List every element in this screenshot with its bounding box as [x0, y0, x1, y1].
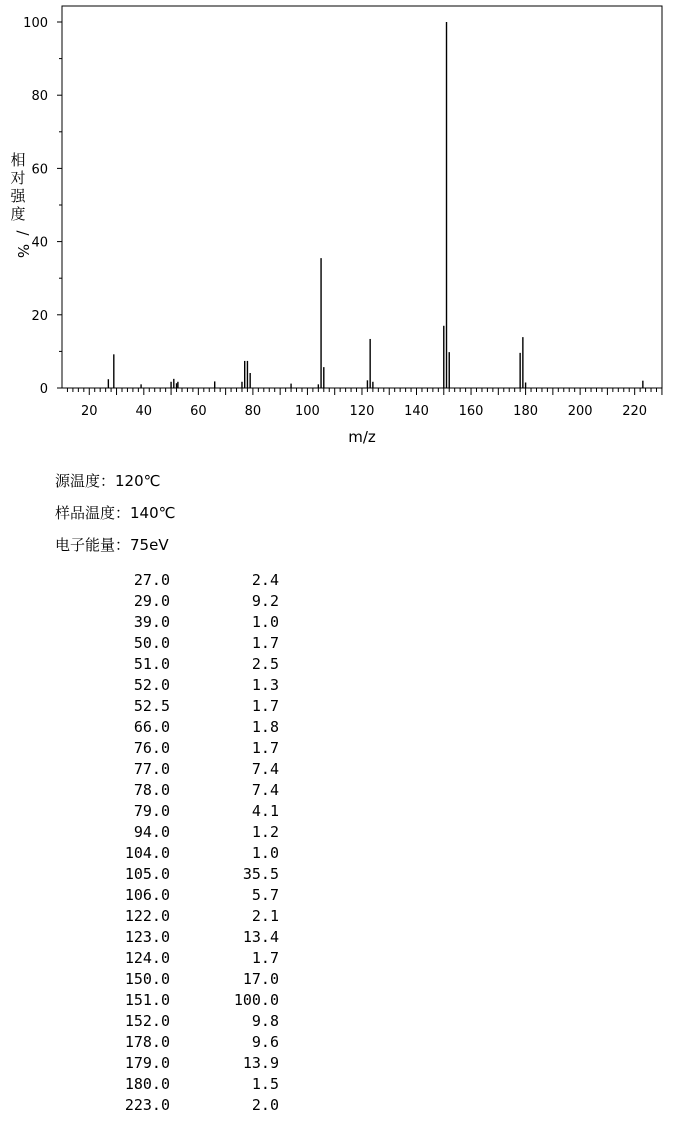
- y-tick-label: 100: [23, 16, 48, 31]
- mz-value: 178.0: [124, 1033, 170, 1051]
- relative-intensity-value: 1.7: [251, 697, 279, 715]
- mz-value: 39.0: [133, 613, 170, 631]
- plot-border: [62, 6, 662, 388]
- mz-value: 27.0: [133, 571, 170, 589]
- mz-value: 122.0: [124, 907, 170, 925]
- y-tick-label: 80: [31, 89, 48, 105]
- relative-intensity-value: 1.3: [251, 676, 279, 694]
- sample-temperature: [55, 503, 176, 523]
- mz-value: 79.0: [133, 802, 170, 820]
- sample-temperature-label: 样品温度：: [55, 504, 131, 522]
- relative-intensity-value: 17.0: [242, 970, 279, 988]
- y-tick-label: 0: [39, 382, 48, 397]
- relative-intensity-value: 2.0: [251, 1096, 279, 1114]
- mz-value: 66.0: [133, 718, 170, 736]
- spectrum-peaks: [108, 22, 642, 388]
- mz-value: 51.0: [133, 655, 170, 673]
- y-axis-title-char: 度: [10, 205, 26, 223]
- y-axis-title-char: 相: [10, 151, 26, 169]
- relative-intensity-value: 1.7: [251, 634, 279, 652]
- source-temperature: [55, 471, 161, 491]
- relative-intensity-value: 1.0: [251, 613, 279, 631]
- y-axis-title: [10, 151, 32, 258]
- source-temperature-label: 源温度：: [55, 472, 116, 490]
- x-tick-label: 80: [244, 404, 262, 419]
- mz-value: 52.5: [133, 697, 170, 715]
- mz-value: 78.0: [133, 781, 170, 799]
- relative-intensity-value: 2.1: [251, 907, 279, 925]
- relative-intensity-value: 2.4: [251, 571, 279, 589]
- plot-frame: [62, 6, 662, 388]
- relative-intensity-value: 1.7: [251, 949, 279, 967]
- mz-value: 52.0: [133, 676, 170, 694]
- x-tick-label: 20: [80, 404, 98, 419]
- relative-intensity-value: 13.4: [242, 928, 279, 946]
- x-tick-label: 140: [404, 404, 429, 419]
- electron-energy-value: 75eV: [130, 536, 169, 554]
- y-axis-ticks: [23, 16, 62, 397]
- mz-value: 106.0: [124, 886, 170, 904]
- mz-value: 50.0: [133, 634, 170, 652]
- mz-value: 223.0: [124, 1096, 170, 1114]
- x-axis-title: m/z: [348, 428, 376, 446]
- electron-energy-label: 电子能量：: [55, 536, 131, 554]
- x-tick-label: 160: [458, 404, 484, 419]
- mz-value: 123.0: [124, 928, 170, 946]
- y-tick-label: 60: [31, 162, 48, 178]
- relative-intensity-value: 35.5: [242, 865, 279, 883]
- mz-value: 29.0: [133, 592, 170, 610]
- mass-spectrum-chart: [0, 0, 680, 450]
- mz-value: 150.0: [124, 970, 170, 988]
- x-tick-label: 180: [513, 404, 539, 419]
- y-tick-label: 20: [31, 308, 48, 324]
- relative-intensity-value: 100.0: [233, 991, 279, 1009]
- x-tick-label: 100: [295, 404, 320, 419]
- mz-value: 76.0: [133, 739, 170, 757]
- sample-temperature-value: 140℃: [130, 504, 176, 522]
- x-tick-label: 40: [135, 404, 153, 419]
- y-tick-label: 40: [31, 235, 48, 251]
- relative-intensity-value: 9.8: [251, 1012, 279, 1030]
- x-tick-label: 120: [349, 404, 375, 419]
- x-axis-ticks: [67, 388, 661, 419]
- mz-value: 77.0: [133, 760, 170, 778]
- relative-intensity-value: 1.2: [251, 823, 279, 841]
- mz-value: 179.0: [124, 1054, 170, 1072]
- relative-intensity-value: 5.7: [251, 886, 279, 904]
- source-temperature-value: 120℃: [115, 472, 161, 490]
- relative-intensity-value: 7.4: [251, 781, 279, 799]
- x-tick-label: 220: [622, 404, 648, 419]
- mz-value: 180.0: [124, 1075, 170, 1093]
- relative-intensity-value: 7.4: [251, 760, 279, 778]
- mz-value: 152.0: [124, 1012, 170, 1030]
- relative-intensity-value: 9.6: [251, 1033, 279, 1051]
- y-axis-title-char: %: [14, 243, 32, 259]
- mz-value: 105.0: [124, 865, 170, 883]
- mz-value: 124.0: [124, 949, 170, 967]
- relative-intensity-value: 2.5: [251, 655, 279, 673]
- x-tick-label: 200: [567, 404, 593, 419]
- x-tick-label: 60: [190, 404, 207, 419]
- mz-value: 94.0: [133, 823, 170, 841]
- relative-intensity-value: 1.5: [251, 1075, 279, 1093]
- y-axis-title-char: 对: [10, 169, 26, 187]
- y-axis-title-char: 强: [10, 187, 26, 205]
- relative-intensity-value: 1.0: [251, 844, 279, 862]
- electron-energy: [55, 535, 169, 555]
- mz-value: 104.0: [124, 844, 170, 862]
- y-axis-title-char: /: [14, 230, 32, 236]
- relative-intensity-value: 4.1: [251, 802, 279, 820]
- relative-intensity-value: 1.8: [251, 718, 279, 736]
- mz-value: 151.0: [124, 991, 170, 1009]
- relative-intensity-value: 13.9: [242, 1054, 279, 1072]
- relative-intensity-value: 1.7: [251, 739, 279, 757]
- relative-intensity-value: 9.2: [251, 592, 279, 610]
